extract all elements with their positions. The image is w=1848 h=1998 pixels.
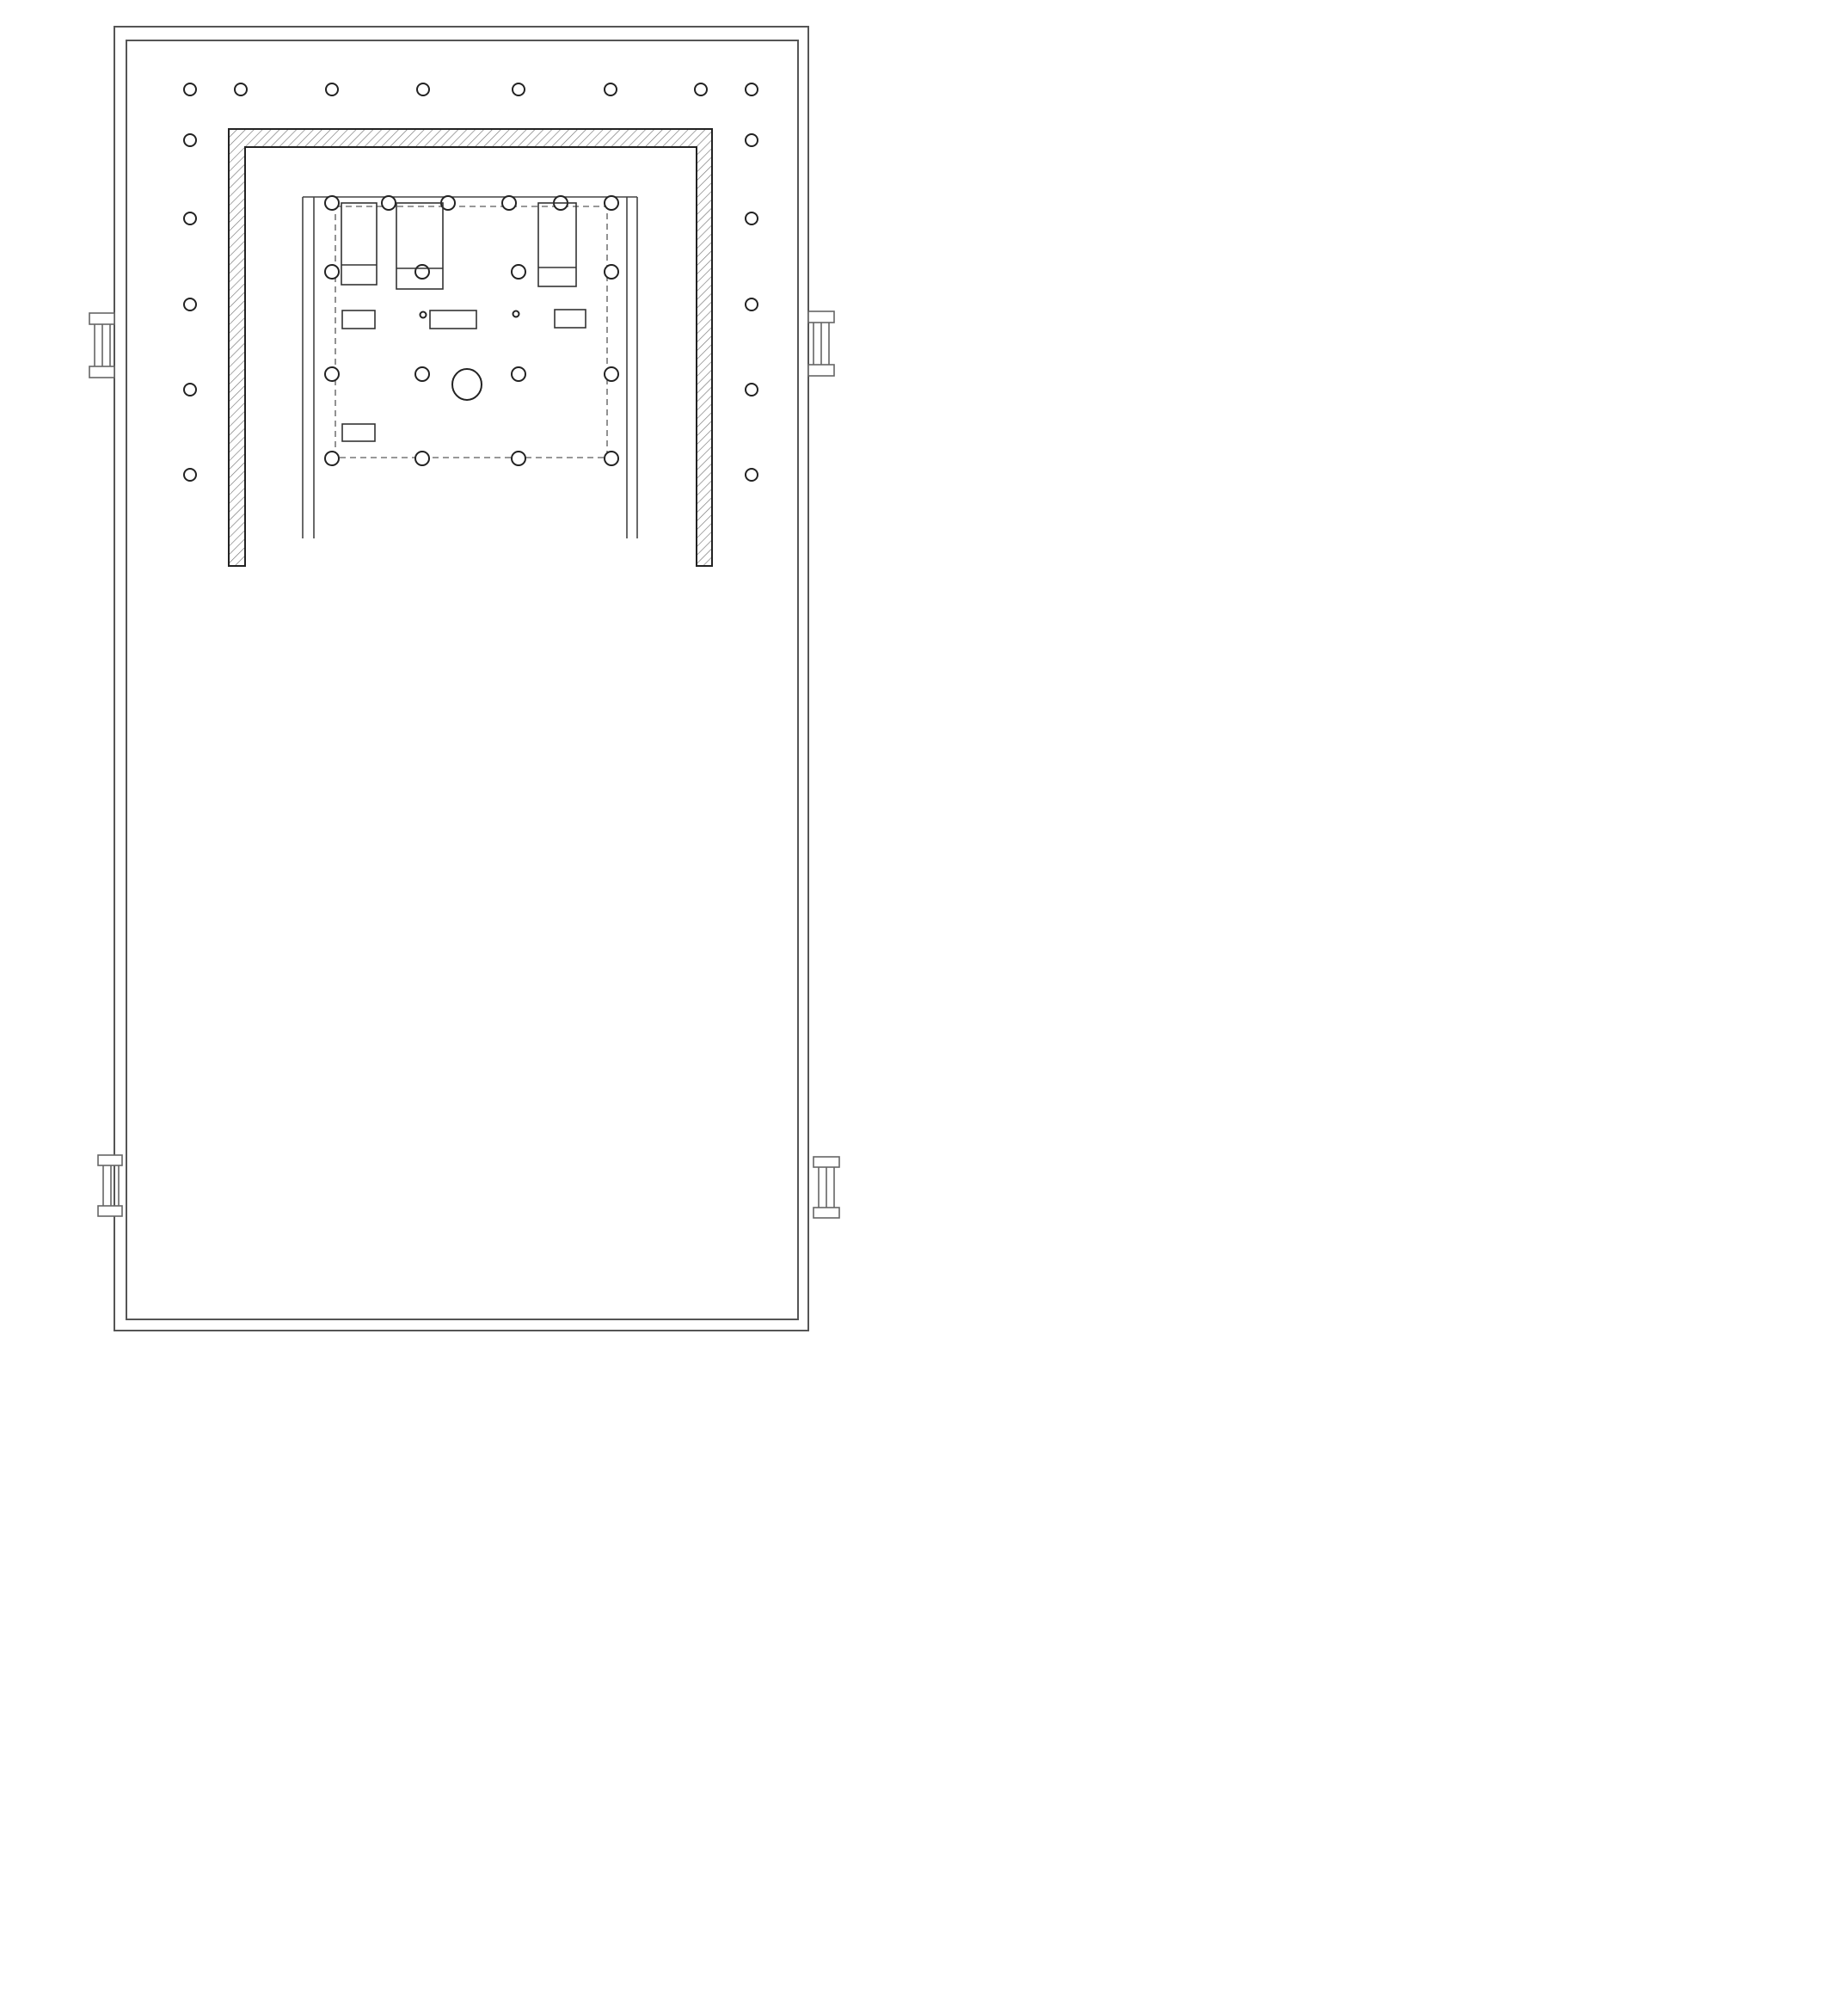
temple-floor-plan <box>0 0 1058 1531</box>
rear-hall-walls <box>229 129 712 566</box>
inner-corridor <box>303 197 637 538</box>
rear-hall-columns <box>325 196 618 465</box>
side-stairs <box>89 311 839 1218</box>
statue-pedestals <box>341 203 576 289</box>
